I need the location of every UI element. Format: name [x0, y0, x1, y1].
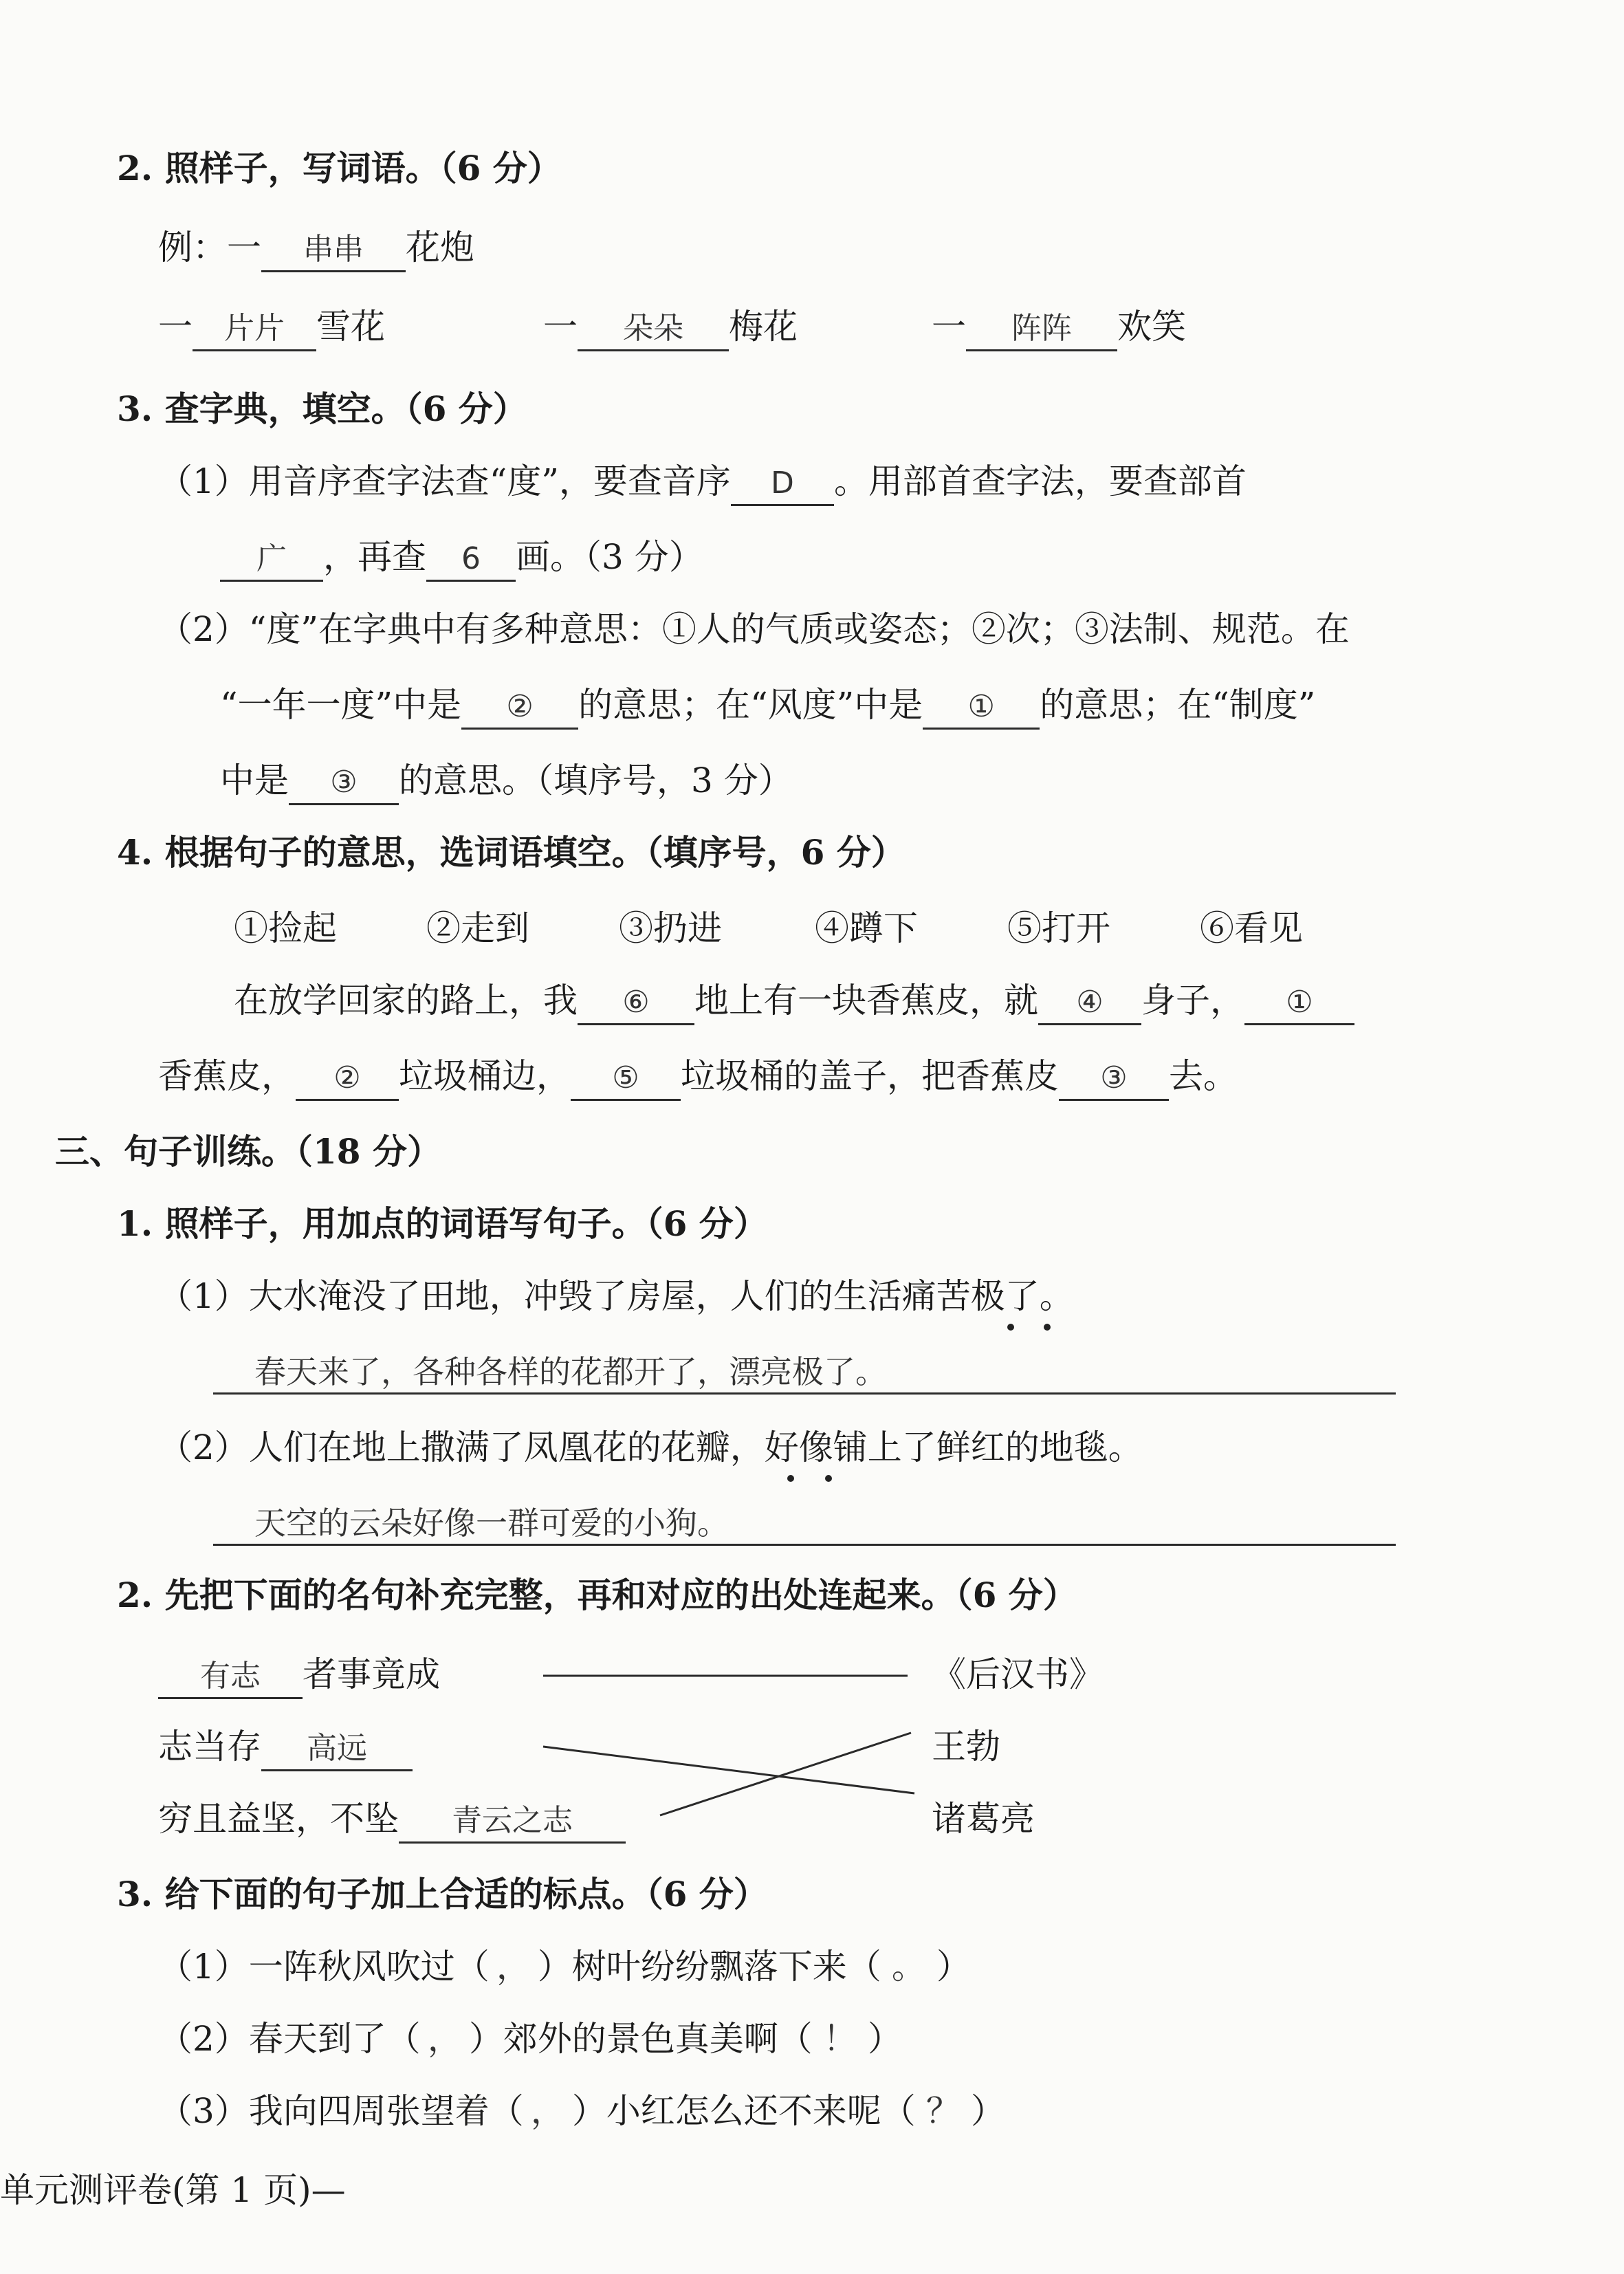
q3-yinxu-answer[interactable]: D — [731, 463, 834, 506]
q2-example-answer: 串串 — [261, 229, 406, 272]
q3-part1-line2: 广 ，再查 6 画。（3 分） — [220, 533, 703, 582]
q4-title: 4. 根据句子的意思，选词语填空。（填序号，6 分） — [117, 832, 906, 873]
punct-answer[interactable]: ！ — [822, 2019, 857, 2059]
punct-answer[interactable]: ？ — [925, 2091, 961, 2131]
q4-option-6: ⑥看见 — [1200, 908, 1303, 948]
punct-answer[interactable]: ， — [496, 1947, 531, 1987]
q4-answer-3[interactable]: ① — [1244, 982, 1354, 1025]
q4-answer-1[interactable]: ⑥ — [578, 982, 694, 1025]
q4-sentence-line1: 在放学回家的路上，我 ⑥ 地上有一块香蕉皮，就 ④ 身子， ① — [234, 976, 1354, 1025]
punct-answer[interactable]: ， — [530, 2091, 565, 2131]
q4-option-1: ①捡起 — [234, 908, 337, 948]
q4-answer-2[interactable]: ④ — [1038, 982, 1141, 1025]
source-2: 王勃 — [932, 1727, 1000, 1767]
match-line-2 — [543, 1747, 914, 1793]
quote-3-answer[interactable]: 青云之志 — [399, 1800, 626, 1844]
q3-part2-line2: “一年一度”中是 ② 的意思；在“风度”中是 ① 的意思；在“制度” — [220, 681, 1315, 730]
sec3-q1-sentence-1: （1）大水淹没了田地，冲毁了房屋，人们的生活痛苦极了。 — [158, 1276, 1074, 1316]
q2-item-3: 一 阵阵 欢笑 — [932, 303, 1186, 351]
sec3-q1-sentence-2: （2）人们在地上撒满了凤凰花的花瓣，好像铺上了鲜红的地毯。 — [158, 1428, 1143, 1467]
page-footer: 单元测评卷(第 1 页)— — [0, 2170, 346, 2210]
q2-answer-2[interactable]: 朵朵 — [578, 308, 729, 351]
q4-answer-4[interactable]: ② — [296, 1058, 399, 1101]
quote-1-answer[interactable]: 有志 — [158, 1656, 303, 1699]
section3-title: 三、句子训练。（18 分） — [55, 1131, 441, 1172]
q2-item-2: 一 朵朵 梅花 — [543, 303, 798, 351]
q3-part2-line1: （2）“度”在字典中有多种意思：①人的气质或姿态；②次；③法制、规范。在 — [158, 609, 1350, 649]
sec3-q1-answer-1[interactable]: 春天来了，各种各样的花都开了，漂亮极了。 — [254, 1353, 887, 1390]
q3-meaning-answer-2[interactable]: ① — [923, 686, 1040, 730]
q4-option-3: ③扔进 — [619, 908, 722, 948]
punct-sentence-3: （3）我向四周张望着（ ， ）小红怎么还不来呢（ ？ ） — [158, 2087, 1005, 2135]
q4-option-4: ④蹲下 — [815, 908, 918, 948]
q3-meaning-answer-3[interactable]: ③ — [289, 762, 399, 805]
q4-sentence-line2: 香蕉皮， ② 垃圾桶边， ⑤ 垃圾桶的盖子，把香蕉皮 ③ 去。 — [158, 1052, 1238, 1101]
q2-title: 2. 照样子，写词语。（6 分） — [117, 148, 562, 188]
quote-1: 有志 者事竟成 — [158, 1650, 440, 1699]
sec3-q1-answer-2[interactable]: 天空的云朵好像一群可爱的小狗。 — [254, 1505, 729, 1542]
quote-3: 穷且益坚，不坠 青云之志 — [158, 1795, 626, 1844]
punct-answer[interactable]: 。 — [891, 1947, 926, 1987]
source-1: 《后汉书》 — [932, 1654, 1104, 1694]
q3-bushou-answer[interactable]: 广 — [220, 538, 323, 582]
q2-example: 例：一 串串 花炮 — [158, 223, 474, 272]
q2-item-1: 一 片片 雪花 — [158, 303, 385, 351]
q3-part2-line3: 中是 ③ 的意思。（填序号，3 分） — [220, 756, 793, 805]
q3-meaning-answer-1[interactable]: ② — [461, 686, 578, 730]
q4-answer-6[interactable]: ③ — [1059, 1058, 1169, 1101]
q2-answer-1[interactable]: 片片 — [193, 308, 316, 351]
q3-part1-line1: （1）用音序查字法查“度”，要查音序 D 。用部首查字法，要查部首 — [158, 457, 1247, 506]
source-3: 诸葛亮 — [932, 1799, 1035, 1839]
sec3-q3-title: 3. 给下面的句子加上合适的标点。（6 分） — [117, 1874, 768, 1914]
q4-answer-5[interactable]: ⑤ — [571, 1058, 681, 1101]
q4-option-2: ②走到 — [426, 908, 529, 948]
sec3-q1-title: 1. 照样子，用加点的词语写句子。（6 分） — [117, 1203, 768, 1244]
quote-2-answer[interactable]: 高远 — [261, 1728, 413, 1771]
q3-title: 3. 查字典，填空。（6 分） — [117, 389, 527, 429]
sec3-q2-title: 2. 先把下面的名句补充完整，再和对应的出处连起来。（6 分） — [117, 1575, 1077, 1615]
q3-stroke-answer[interactable]: 6 — [426, 538, 516, 582]
quote-2: 志当存 高远 — [158, 1723, 413, 1771]
match-line-3 — [660, 1733, 911, 1815]
q2-answer-3[interactable]: 阵阵 — [966, 308, 1117, 351]
punct-sentence-2: （2）春天到了（ ， ）郊外的景色真美啊（ ！ ） — [158, 2015, 902, 2063]
punct-sentence-1: （1）一阵秋风吹过（ ， ）树叶纷纷飘落下来（ 。 ） — [158, 1943, 971, 1991]
punct-answer[interactable]: ， — [427, 2019, 462, 2059]
q4-option-5: ⑤打开 — [1007, 908, 1110, 948]
